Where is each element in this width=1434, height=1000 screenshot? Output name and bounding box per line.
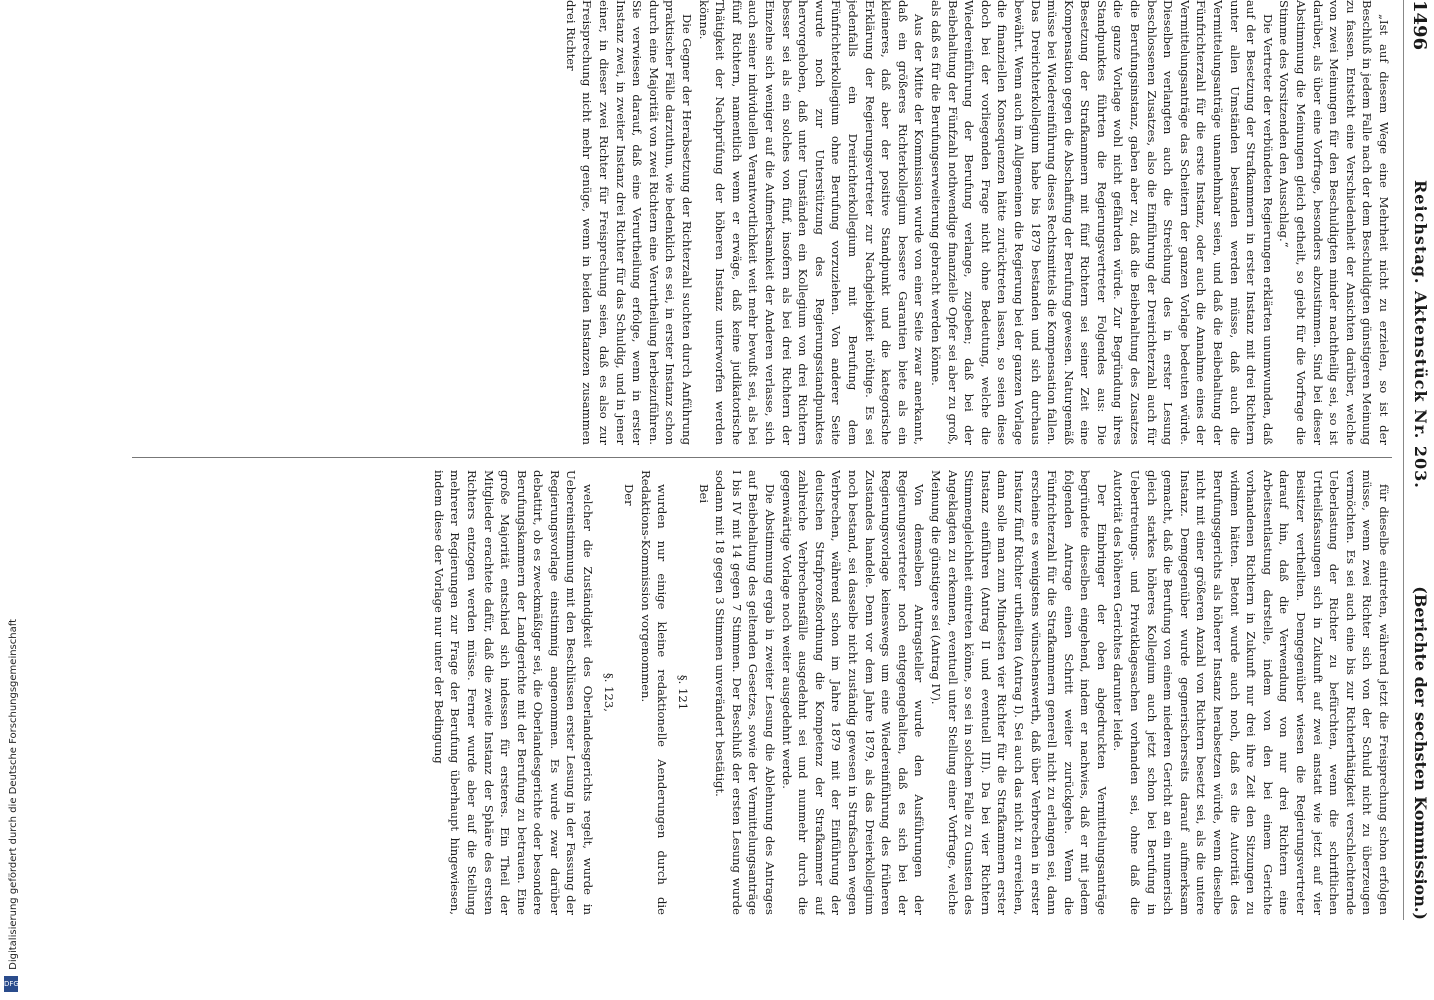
digitization-credit: Digitalisierung gefördert durch die Deutsche Forschungsgemeinschaft (8, 619, 19, 970)
paragraph: Die Abstimmung ergab in zweiter Lesung die Ablehnung des Antrages auf Beibehaltung des geltenden Gesetzes, sowie der Vermittelungsanträge I bis IV mit 14 gegen 7 Stimmen. Der Beschluß der ersten Lesung wurde sodann mit 18 gegen 3 Stimmen unverändert bestätigt. (713, 470, 778, 915)
dfg-logo: DFG (4, 976, 18, 992)
paragraph: wurden nur einige kleine redaktionelle Aenderungen durch die Redaktions-Kommission vorgenommen. (638, 470, 670, 915)
column-divider (132, 457, 1392, 458)
page-number: 1496 (1409, 0, 1430, 51)
document-page (114, 0, 1434, 920)
page-title: Reichstag. Aktenstück Nr. 203. (1411, 180, 1430, 489)
right-column (122, 470, 1392, 915)
paragraph: welcher die Zuständigkeit des Oberlandesgerichts regelt, wurde in Uebereinstimmung mit den Beschlüssen erster Lesung in der Fassung der Regierungsvorlage einstimmig angenommen. Es wurde zwar darüber debattirt, ob es zweckmäßiger sei, die Oberlandesgerichte oder besondere Berufungskammern der Landgerichte mit der Berufung zu betrauen. Eine große Majorität entschied sich indessen für ersteres. Ein Theil der Mitglieder erachtete dafür, daß die zweite Instanz der Sphäre des ersten Richters entzogen werden müsse. Ferner wurde aber auf die Stellung mehrerer Regierungen zur Frage der Berufung überhaupt hingewiesen, indem diese der Vorlage nur unter der Bedingung (431, 470, 596, 915)
paragraph: Von demselben Antragsteller wurde den Ausführungen der Regierungsvertreter noch entgegengehalten, daß es sich bei der Regierungsvorlage keineswegs um eine Wiedereinführung des früheren Zustandes handele. Denn vor dem Jahre 1879, als das Dreierkollegium noch bestand, sei dasselbe nicht zuständig gewesen in Strafsachen wegen Verbrechen, während schon im Jahre 1879 mit der Einführung der deutschen Strafprozeßordnung die Kompetenz der Strafkammer auf zahlreiche Verbrechensfälle ausgedehnt sei und nunmehr durch die gegenwärtige Vorlage noch weiter ausgedehnt werde. (779, 470, 927, 915)
paragraph: Die Vertreter der verbündeten Regierungen erklärten unumwunden, daß auf der Besetzung der Strafkammern in erster Instanz mit drei Richtern unter allen Umständen bestanden werden müsse, daß auch die Vermittelungsanträge unannehmbar seien, und daß die Beibehaltung der Fünfrichterzahl für die erste Instanz, oder auch die Annahme eines der Vermittelungsanträge das Scheitern der ganzen Vorlage bedeuten würde. Dieselben verlangten auch die Streichung des in erster Lesung beschlossenen Zusatzes, also die Einführung der Dreirichterzahl auch für die Berufungsinstanz, gaben aber zu, daß die Beibehaltung des Zusatzes die ganze Vorlage wohl nicht gefährden würde. Zur Begründung ihres Standpunktes führten die Regierungsvertreter Folgendes aus: Die Besetzung der Strafkammern mit fünf Richtern sei seiner Zeit eine Kompensation gegen die Abschaffung der Berufung gewesen. Naturgemäß müsse bei Wiedereinführung dieses Rechtsmittels die Kompensation fallen. Das Dreirichterkollegium habe bis 1879 bestanden und sich durchaus bewährt. Wenn auch im Allgemeinen die Regierung bei der ganzen Vorlage die finanziellen Konsequenzen hätte zurücktreten lassen, so seien diese doch bei der vorliegenden Frage nicht ohne Bedeutung, welche die Wiedereinführung der Berufung verlange, zugeben; daß bei der Beibehaltung der Fünfzahl nothwendige finanzielle Opfer sei aber zu groß, als daß es für die Berufungserweiterung gebracht werden könne. (928, 0, 1275, 445)
section-prefix: Der (622, 484, 637, 506)
page-subtitle: (Berichte der sechsten Kommission.) (1411, 586, 1430, 920)
paragraph: „Ist auf diesem Wege eine Mehrheit nicht zu erzielen, so ist der Beschluß in jedem Falle nach der dem Beschuldigten günstigeren Meinung zu fassen. Entsteht eine Verschiedenheit der Ansichten darüber, welche von zwei Meinungen für den Beschuldigten minder nachtheilig sei, so ist darüber, als über eine Vorfrage, besonders abzustimmen. Sind bei dieser Abstimmung die Meinungen gleich getheilt, so giebt für die Vorfrage die Stimme des Vorsitzenden den Ausschlag.“ (1277, 0, 1391, 445)
page-header (1403, 0, 1434, 920)
section-heading: §. 123, (601, 673, 616, 712)
section-heading: §. 121 (676, 674, 691, 711)
section-prefix: Bei (696, 484, 711, 504)
paragraph: Der Einbringer der oben abgedruckten Vermittelungsanträge begründete dieselben eingehend, indem er nachwies, daß er mit jedem folgenden Antrage einen Schritt weiter zurückgehe. Wenn die Fünfrichterzahl für die Strafkammern generell nicht zu erlangen sei, dann erscheine es wenigstens wünschenswerth, daß über Verbrechen in erster Instanz fünf Richter urtheilten (Antrag I). Sei auch das nicht zu erreichen, dann solle man zum Mindesten vier Richter für die Strafkammern erster Instanz einführen (Antrag II und eventuell III). Da bei vier Richtern Stimmengleichheit eintreten könne, so sei in solchem Falle zu Gunsten des Angeklagten zu erkennen, eventuell unter Stellung einer Vorfrage, welche Meinung die günstigere sei (Antrag IV). (928, 470, 1109, 915)
left-column (122, 0, 1392, 445)
paragraph: Aus der Mitte der Kommission wurde von einer Seite zwar anerkannt, daß ein größeres Richterkollegium bessere Garantien biete als ein kleineres, daß aber der positive Standpunkt und die kategorische Erklärung der Regierungsvertreter zur Nachgiebigkeit nöthige. Es sei jedenfalls ein Dreirichterkollegium mit Berufung dem Fünfrichterkollegium ohne Berufung vorzuziehen. Von anderer Seite wurde noch zur Unterstützung des Regierungsstandpunktes hervorgehoben, daß unter Umständen ein Kollegium von drei Richtern besser sei als ein solches von fünf, insofern als bei drei Richtern der Einzelne sich weniger auf die Aufmerksamkeit der Anderen verlasse, sich auch seiner individuellen Verantwortlichkeit weit mehr bewußt sei, als bei fünf Richtern, namentlich wenn er erwäge, daß keine judikatorische Thätigkeit der Nachprüfung der höheren Instanz unterworfen werden könne. (696, 0, 927, 445)
paragraph: Die Gegner der Herabsetzung der Richterzahl suchten durch Anführung praktischer Fälle darzuthun, wie bedenklich es sei, in erster Instanz schon durch eine Majorität von zwei Richtern eine Verurtheilung herbeizuführen. Sie verwiesen darauf, daß eine Verurtheilung erfolge, wenn in erster Instanz zwei, in zweiter Instanz drei Richter für das Schuldig, und in jener einer, in dieser zwei Richter für Freisprechung seien, daß es also zur Freisprechung nicht mehr genüge, wenn in beiden Instanzen zusammen drei Richter (563, 0, 695, 445)
paragraph: für dieselbe eintreten, während jetzt die Freisprechung schon erfolgen müsse, wenn zwei Richter sich von der Schuld nicht zu überzeugen vermöchten. Es sei auch eine bis zur Richterthätigkeit verschlechternde Ueberlastung der Richter zu befürchten, wenn die schriftlichen Urtheilsfassungen sich in Zukunft auf zwei anstatt wie jetzt auf vier Beisitzer vertheilten. Demgegenüber wiesen die Regierungsvertreter darauf hin, daß die Verwendung von nur drei Richtern eine Arbeitsentlastung darstelle, indem von den bei einem Gerichte vorhandenen Richtern in Zukunft nur drei ihre Zeit den Sitzungen zu widmen hätten. Betont wurde auch noch, daß es die Autorität des Berufungsgerichts als höherer Instanz herabsetzen würde, wenn dieselbe nicht mit einer größeren Anzahl von Richtern besetzt sei, als die untere Instanz. Demgegenüber wurde gegnerischerseits darauf aufmerksam gemacht, daß die Berufung von einem niederen Gericht an ein numerisch gleich starkes höheres Kollegium auch jetzt schon bei Berufung in Uebertretungs- und Privatklagesachen vorhanden sei, ohne daß die Autorität des höheren Gerichtes darunter leide. (1111, 470, 1391, 915)
